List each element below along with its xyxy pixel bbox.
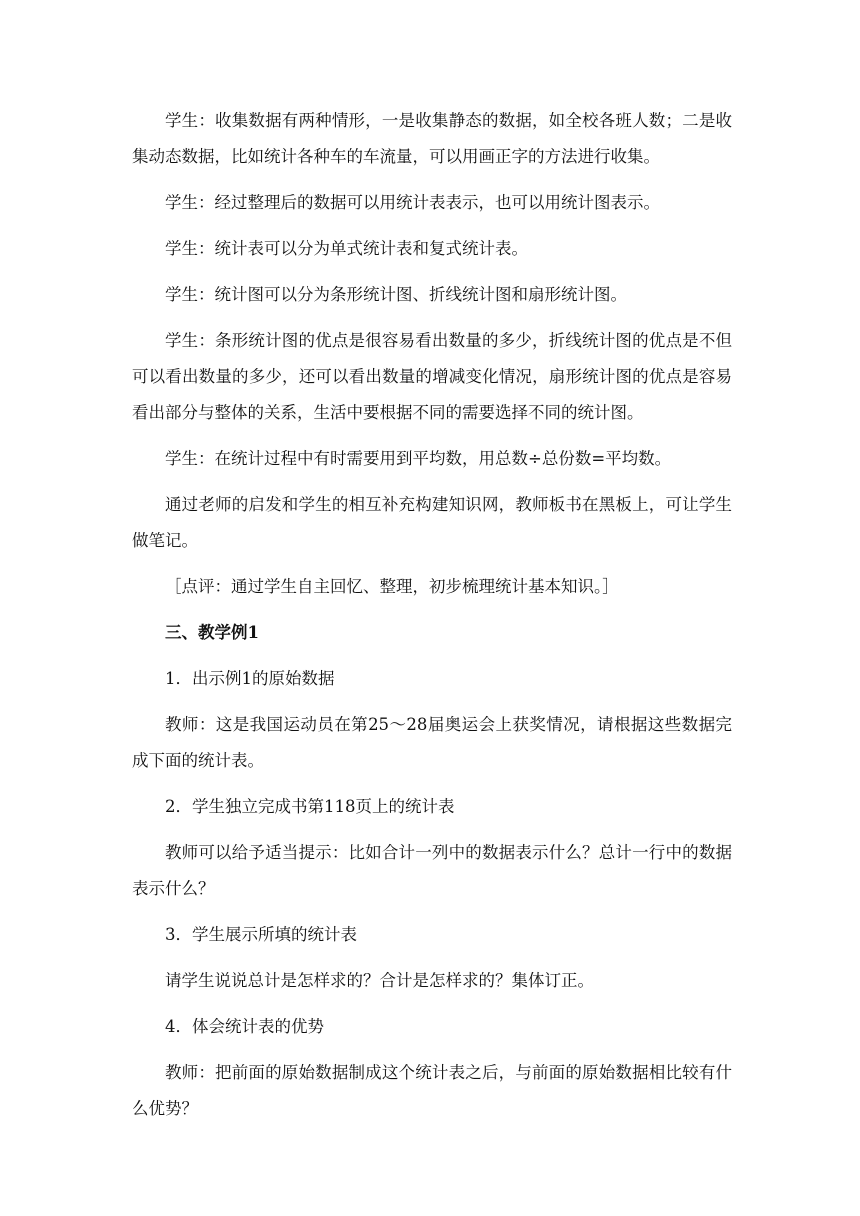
paragraph-student-data-collection: 学生：收集数据有两种情形，一是收集静态的数据，如全校各班人数；二是收集动态数据，比如统计各种车的车流量，可以用画正字的方法进行收集。	[132, 111, 732, 166]
paragraph-comment: ［点评：通过学生自主回忆、整理，初步梳理统计基本知识。］	[165, 577, 619, 596]
paragraph-totals-question: 请学生说说总计是怎样求的？合计是怎样求的？集体订正。	[165, 971, 594, 990]
paragraph-teacher-advantage: 教师：把前面的原始数据制成这个统计表之后，与前面的原始数据相比较有什么优势？	[132, 1063, 732, 1118]
step-4-heading: 4．体会统计表的优势	[165, 1017, 324, 1036]
paragraph-student-table-types: 学生：统计表可以分为单式统计表和复式统计表。	[165, 239, 528, 258]
section-heading-example-1: 三、教学例1	[165, 623, 259, 642]
document-body	[132, 103, 732, 1137]
paragraph-student-chart-advantages: 学生：条形统计图的优点是很容易看出数量的多少，折线统计图的优点是不但可以看出数量的多少，还可以看出数量的增减变化情况，扇形统计图的优点是容易看出部分与整体的关系，生活中要根据不同的需要选择不同的统计图。	[132, 331, 732, 422]
paragraph-knowledge-network: 通过老师的启发和学生的相互补充构建知识网，教师板书在黑板上，可让学生做笔记。	[132, 495, 732, 550]
paragraph-teacher-hint: 教师可以给予适当提示：比如合计一列中的数据表示什么？总计一行中的数据表示什么？	[132, 843, 732, 898]
paragraph-student-average: 学生：在统计过程中有时需要用到平均数，用总数÷总份数=平均数。	[165, 449, 672, 468]
step-3-heading: 3．学生展示所填的统计表	[165, 925, 357, 944]
paragraph-student-chart-types: 学生：统计图可以分为条形统计图、折线统计图和扇形统计图。	[165, 285, 627, 304]
step-1-heading: 1．出示例1的原始数据	[165, 669, 335, 688]
step-2-heading: 2．学生独立完成书第118页上的统计表	[165, 797, 455, 816]
paragraph-teacher-olympics: 教师：这是我国运动员在第25～28届奥运会上获奖情况，请根据这些数据完成下面的统计表。	[132, 715, 732, 770]
paragraph-student-organized-data: 学生：经过整理后的数据可以用统计表表示，也可以用统计图表示。	[165, 193, 660, 212]
